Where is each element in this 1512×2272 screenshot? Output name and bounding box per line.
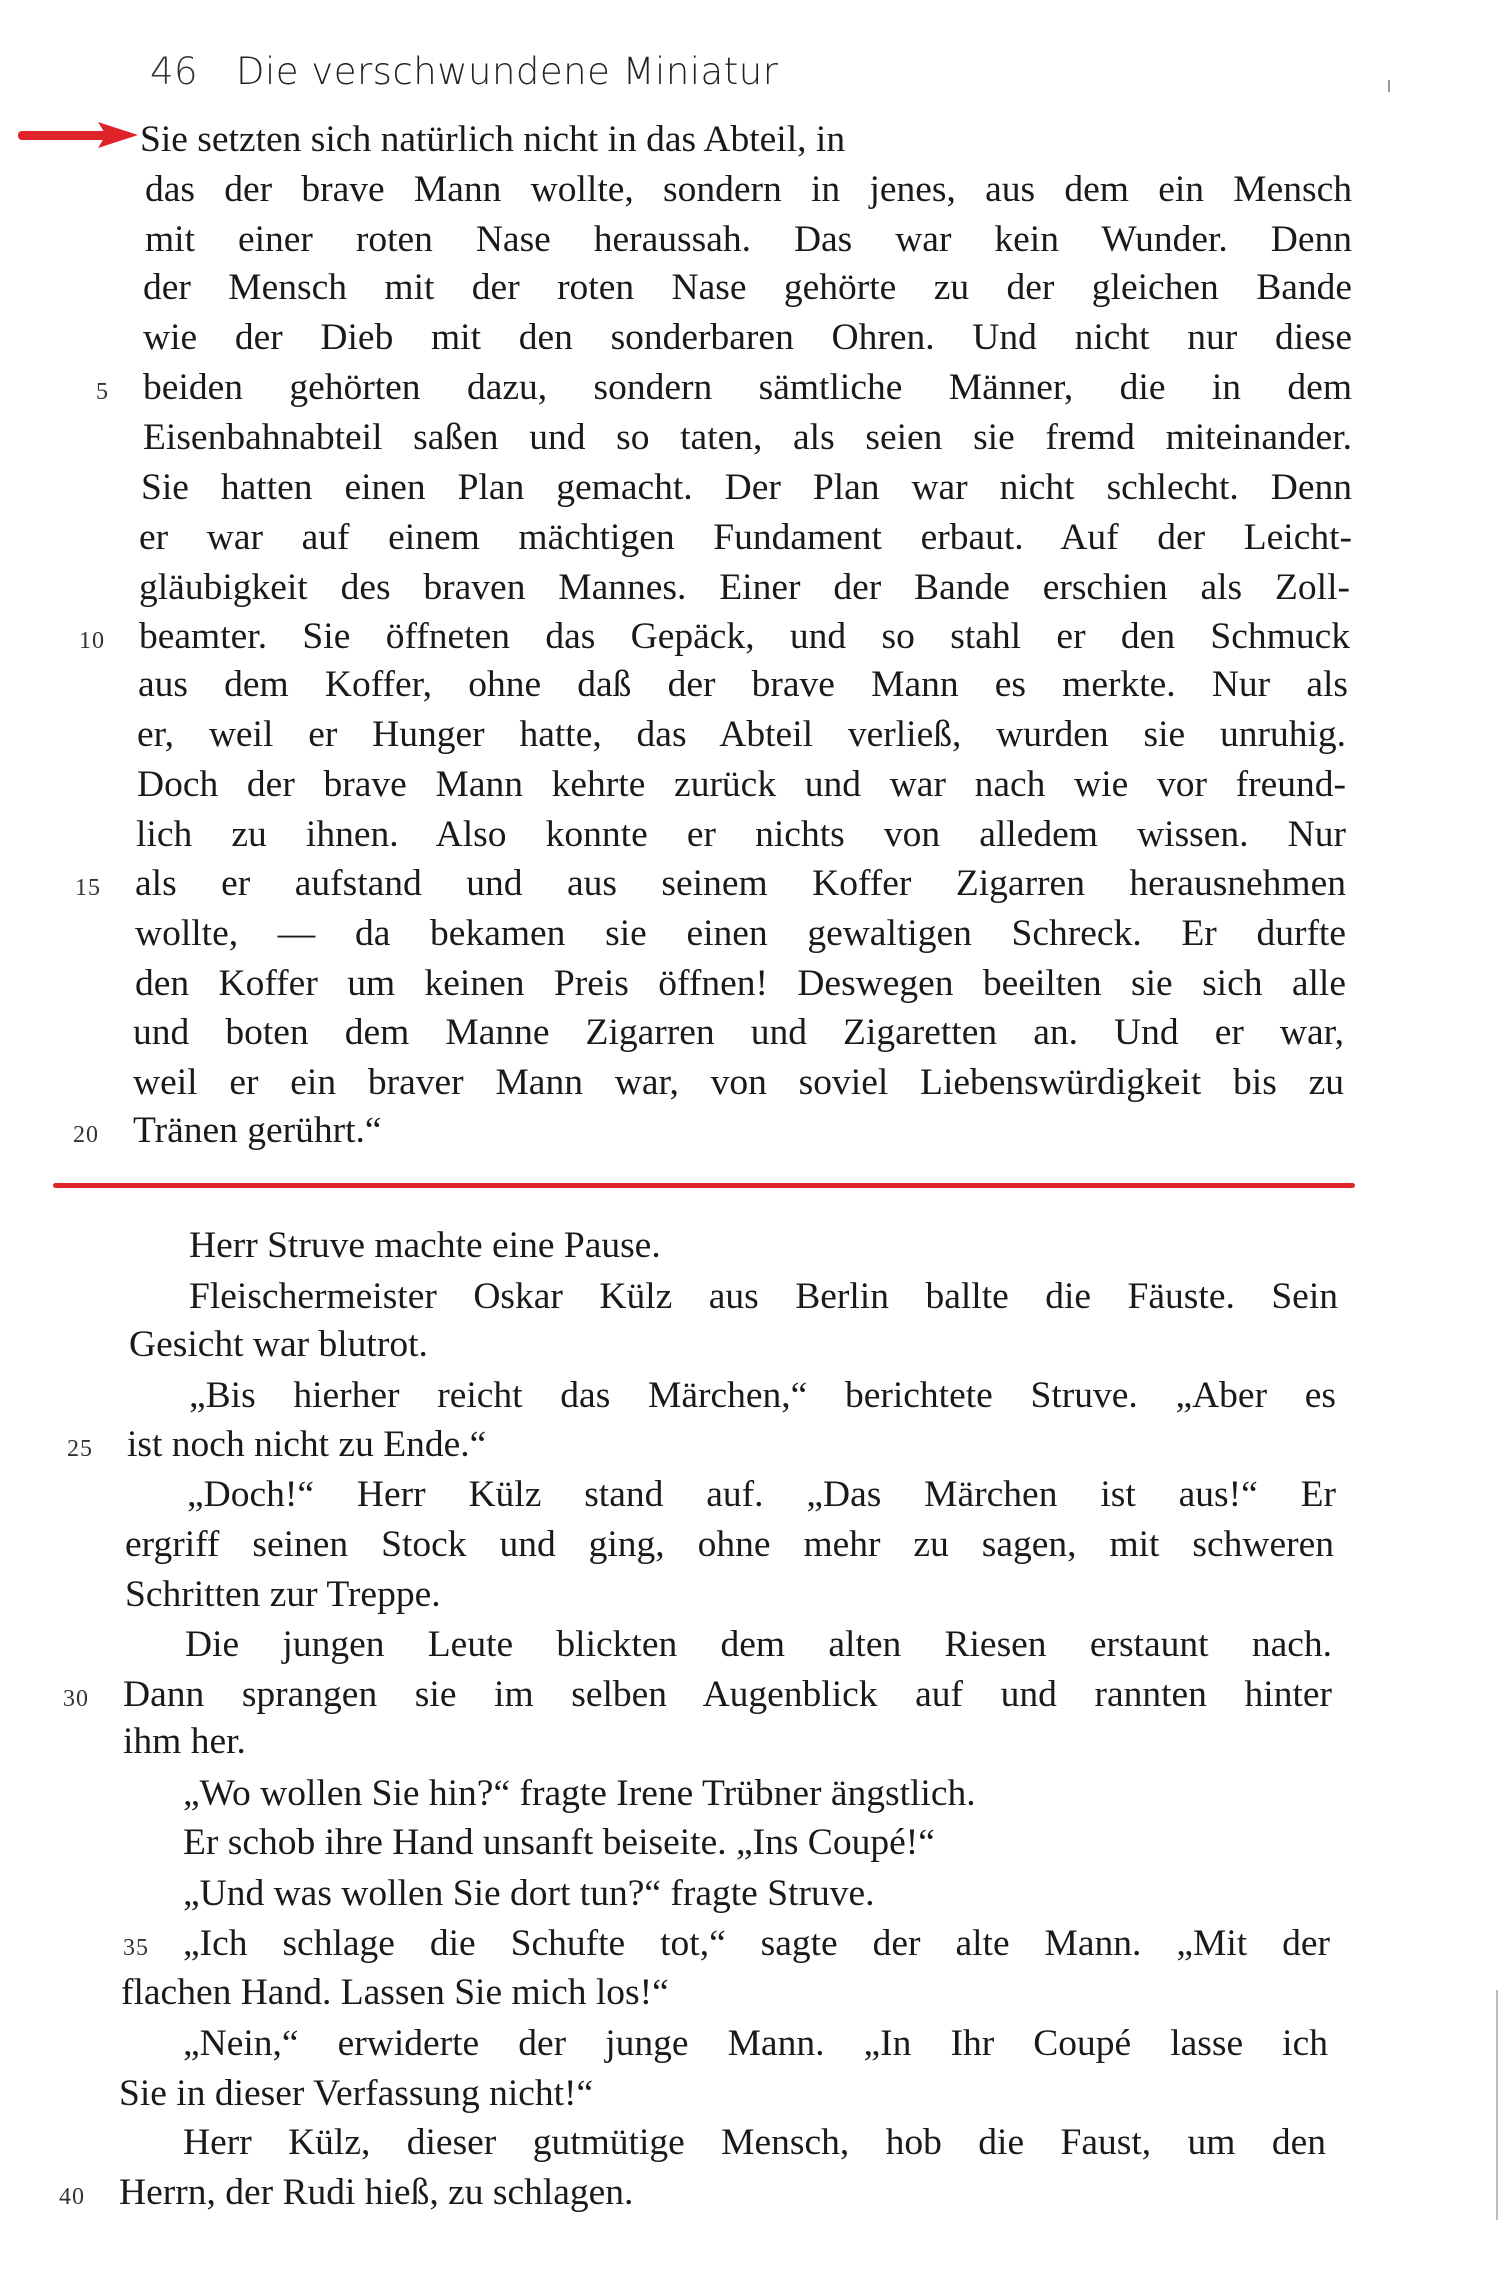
line-number: 15	[75, 875, 101, 901]
text-line: Sie setzten sich natürlich nicht in das Abteil, in	[140, 119, 846, 160]
text-line: flachen Hand. Lassen Sie mich los!“	[121, 1972, 669, 2013]
text-line: Herr Struve machte eine Pause.	[189, 1225, 661, 1266]
line-number: 35	[123, 1935, 149, 1961]
text-line: gläubigkeit des braven Mannes. Einer der Bande erschien als Zoll-	[139, 567, 1350, 608]
running-header	[150, 50, 778, 93]
text-line: und boten dem Manne Zigarren und Zigaretten an. Und er war,	[133, 1012, 1344, 1053]
line-number: 30	[63, 1686, 89, 1712]
text-line: Doch der brave Mann kehrte zurück und war nach wie vor freund-	[137, 764, 1346, 805]
text-line: er war auf einem mächtigen Fundament erbaut. Auf der Leicht-	[139, 517, 1352, 558]
line-number: 10	[79, 628, 105, 654]
text-line: ist noch nicht zu Ende.“	[127, 1424, 487, 1465]
text-line: weil er ein braver Mann war, von soviel Liebenswürdigkeit bis zu	[133, 1062, 1344, 1103]
text-line: Dann sprangen sie im selben Augenblick auf und rannten hinter	[123, 1674, 1332, 1715]
text-line: Herrn, der Rudi hieß, zu schlagen.	[119, 2172, 634, 2213]
text-line: beamter. Sie öffneten das Gepäck, und so stahl er den Schmuck	[139, 616, 1350, 657]
text-line: Fleischermeister Oskar Külz aus Berlin ballte die Fäuste. Sein	[189, 1276, 1338, 1317]
text-line: „Und was wollen Sie dort tun?“ fragte Struve.	[183, 1873, 875, 1914]
red-divider-line	[53, 1183, 1355, 1188]
text-line: den Koffer um keinen Preis öffnen! Deswegen beeilten sie sich alle	[135, 963, 1346, 1004]
text-line: wie der Dieb mit den sonderbaren Ohren. Und nicht nur diese	[143, 317, 1352, 358]
scan-edge-mark	[1496, 1990, 1498, 2220]
text-line: „Ich schlage die Schufte tot,“ sagte der alte Mann. „Mit der	[183, 1923, 1330, 1964]
text-line: Gesicht war blutrot.	[129, 1324, 428, 1365]
text-line: Eisenbahnabteil saßen und so taten, als seien sie fremd miteinander.	[143, 417, 1352, 458]
text-line: das der brave Mann wollte, sondern in jenes, aus dem ein Mensch	[145, 169, 1352, 210]
line-number: 40	[59, 2184, 85, 2210]
text-line: „Bis hierher reicht das Märchen,“ berichtete Struve. „Aber es	[189, 1375, 1336, 1416]
right-arrow-icon	[18, 120, 138, 150]
text-line: als er aufstand und aus seinem Koffer Zigarren herausnehmen	[135, 863, 1346, 904]
text-line: lich zu ihnen. Also konnte er nichts von alledem wissen. Nur	[136, 814, 1346, 855]
line-number: 20	[73, 1122, 99, 1148]
line-number: 25	[67, 1436, 93, 1462]
running-title: Die verschwundene Miniatur	[236, 50, 779, 93]
text-line: „Nein,“ erwiderte der junge Mann. „In Ihr Coupé lasse ich	[183, 2023, 1328, 2064]
text-line: Er schob ihre Hand unsanft beiseite. „Ins Coupé!“	[183, 1822, 935, 1863]
text-line: „Doch!“ Herr Külz stand auf. „Das Märchen ist aus!“ Er	[187, 1474, 1336, 1515]
text-line: Schritten zur Treppe.	[125, 1574, 441, 1615]
text-line: Sie in dieser Verfassung nicht!“	[119, 2073, 594, 2114]
text-line: ergriff seinen Stock und ging, ohne mehr zu sagen, mit schweren	[125, 1524, 1334, 1565]
text-line: ihm her.	[123, 1721, 246, 1762]
text-line: „Wo wollen Sie hin?“ fragte Irene Trübner ängstlich.	[183, 1773, 976, 1814]
text-line: wollte, — da bekamen sie einen gewaltigen Schreck. Er durfte	[135, 913, 1346, 954]
scan-edge-mark	[1388, 80, 1390, 92]
text-line: Die jungen Leute blickten dem alten Riesen erstaunt nach.	[185, 1624, 1332, 1665]
text-line: mit einer roten Nase heraussah. Das war kein Wunder. Denn	[145, 219, 1352, 260]
text-line: der Mensch mit der roten Nase gehörte zu der gleichen Bande	[143, 267, 1352, 308]
text-line: Sie hatten einen Plan gemacht. Der Plan war nicht schlecht. Denn	[141, 467, 1352, 508]
line-number: 5	[96, 379, 109, 405]
page-number: 46	[150, 50, 199, 93]
text-line: aus dem Koffer, ohne daß der brave Mann es merkte. Nur als	[138, 664, 1348, 705]
text-line: er, weil er Hunger hatte, das Abteil verließ, wurden sie unruhig.	[137, 714, 1346, 755]
text-line: Tränen gerührt.“	[133, 1110, 382, 1151]
text-line: beiden gehörten dazu, sondern sämtliche Männer, die in dem	[143, 367, 1352, 408]
text-line: Herr Külz, dieser gutmütige Mensch, hob die Faust, um den	[183, 2122, 1326, 2163]
